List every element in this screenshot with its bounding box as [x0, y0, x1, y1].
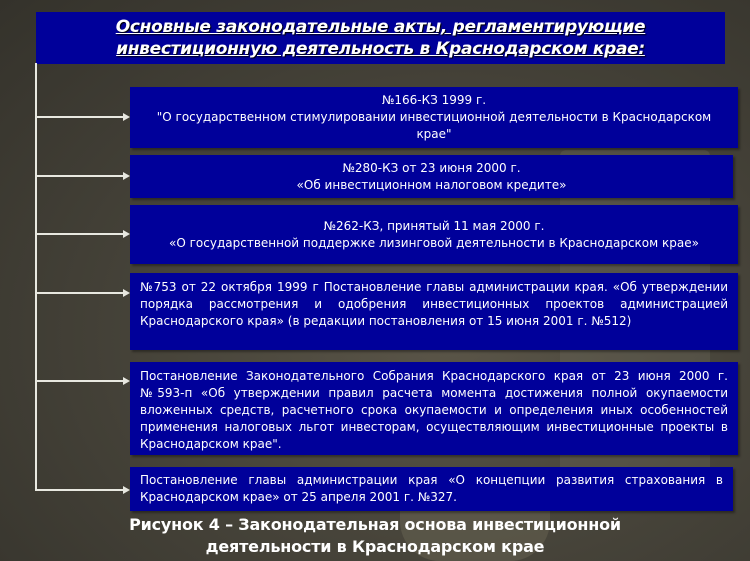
act-number: №262-КЗ, принятый 11 мая 2000 г.	[323, 218, 545, 233]
act-box-327	[130, 467, 733, 511]
connector-2	[36, 175, 124, 177]
figure-caption	[0, 514, 750, 558]
caption-line-2: деятельности в Краснодарском крае	[205, 537, 545, 556]
diagram-title	[36, 12, 725, 64]
connector-6	[36, 489, 124, 491]
act-box-280-kz	[130, 155, 733, 198]
act-text: Постановление Законодательного Собрания Краснодарского края от 23 июня 2000 г. №593-п «Об утверждении правил расчета момента достижения полной окупаемости вложенных средств, расчетного срока окупаемости и определения иных особенностей применения налоговых льгот инвесторам, осуществляющим инвестиционные проекты в Краснодарском крае".	[140, 369, 728, 451]
act-box-753	[130, 273, 738, 350]
act-box-593-p	[130, 362, 738, 455]
arrow-icon	[123, 230, 130, 238]
caption-line-1: Рисунок 4 – Законодательная основа инвестиционной	[129, 515, 621, 534]
title-line-1: Основные законодательные акты, регламентирующие	[115, 17, 646, 37]
act-title: «Об инвестиционном налоговом кредите»	[296, 177, 567, 192]
arrow-icon	[123, 289, 130, 297]
act-title: «О государственной поддержке лизинговой деятельности в Краснодарском крае»	[169, 235, 699, 250]
connector-3	[36, 233, 124, 235]
connector-trunk	[35, 63, 37, 491]
connector-1	[36, 116, 124, 118]
act-text: №753 от 22 октября 1999 г Постановление главы администрации края. «Об утверждении порядка рассмотрения и одобрения инвестиционных проектов администрацией Краснодарского края» (в редакции постановления от 15 июня 2001 г. №512)	[140, 280, 728, 328]
arrow-icon	[123, 486, 130, 494]
title-line-2: инвестиционную деятельность в Краснодарском крае:	[116, 39, 645, 59]
arrow-icon	[123, 172, 130, 180]
connector-5	[36, 380, 124, 382]
act-box-262-kz	[130, 205, 738, 264]
arrow-icon	[123, 377, 130, 385]
act-box-166-kz	[130, 87, 738, 148]
act-text: Постановление главы администрации края «О концепции развития страхования в Краснодарском крае» от 25 апреля 2001 г. №327.	[140, 473, 723, 504]
arrow-icon	[123, 113, 130, 121]
act-title: "О государственном стимулировании инвестиционной деятельности в Краснодарском крае"	[156, 110, 712, 141]
connector-4	[36, 292, 124, 294]
act-number: №280-КЗ от 23 июня 2000 г.	[342, 160, 521, 175]
act-number: №166-КЗ 1999 г.	[381, 93, 487, 107]
